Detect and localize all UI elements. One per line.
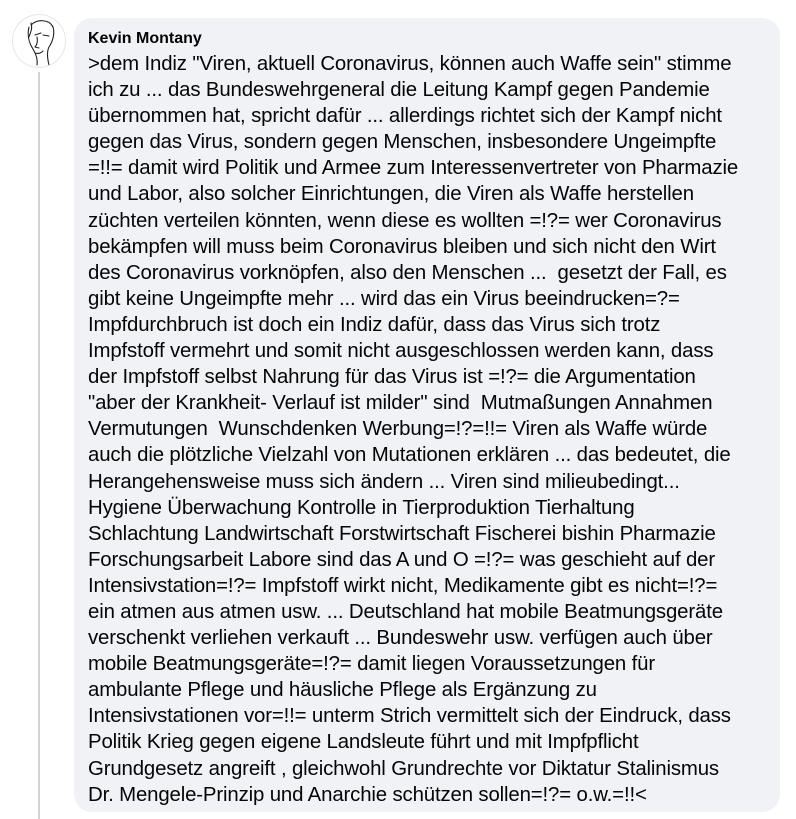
comment-bubble [74,18,780,812]
comment-text-line: verschenkt verliehen verkauft ... Bundeswehr usw. verfügen auch über [88,627,713,650]
comment-text-line: Grundgesetz angreift , gleichwohl Grundrechte vor Diktatur Stalinismus [88,757,719,780]
comment-text-line: Forschungsarbeit Labore sind das A und O =!?= was geschieht auf der [88,548,715,571]
comment-text-line: Impfstoff vermehrt und somit nicht ausgeschlossen werden kann, dass [88,340,714,363]
comment-text-line: "aber der Krankheit- Verlauf ist milder" sind Mutmaßungen Annahmen [88,392,713,415]
comment-text-line: und Labor, also solcher Einrichtungen, die Viren als Waffe herstellen [88,183,694,206]
comment-text-line: Hygiene Überwachung Kontrolle in Tierproduktion Tierhaltung [88,496,635,519]
profile-avatar[interactable] [12,14,66,68]
sketch-face-avatar-icon [13,15,65,67]
comment-text-line: gegen das Virus, sondern gegen Menschen, insbesondere Ungeimpfte [88,131,717,154]
comment-text-line: bekämpfen will muss beim Coronavirus bleiben und sich nicht den Wirt [88,235,716,258]
comment-text-line: Schlachtung Landwirtschaft Forstwirtschaft Fischerei bishin Pharmazie [88,522,716,545]
comment-text-line: ambulante Pflege und häusliche Pflege als Ergänzung zu [88,679,597,702]
comment-text-line: des Coronavirus vorknöpfen, also den Menschen ... gesetzt der Fall, es [88,261,727,284]
comment-text-line: züchten verteilen könnten, wenn diese es wollten =!?= wer Coronavirus [88,209,722,232]
comment-text-line: mobile Beatmungsgeräte=!?= damit liegen Voraussetzungen für [88,653,655,676]
comment-text-line: ich zu ... das Bundeswehrgeneral die Leitung Kampf gegen Pandemie [88,79,710,102]
comment-text-line: ein atmen aus atmen usw. ... Deutschland hat mobile Beatmungsgeräte [88,600,723,623]
comment-text-line: Dr. Mengele-Prinzip und Anarchie schützen sollen=!?= o.w.=!!< [88,783,647,806]
comment-text-line: übernommen hat, spricht dafür ... allerdings richtet sich der Kampf nicht [88,105,722,128]
comment-text-line: Vermutungen Wunschdenken Werbung=!?=!!= Viren als Waffe würde [88,418,708,441]
comment-text-line: der Impfstoff selbst Nahrung für das Virus ist =!?= die Argumentation [88,366,696,389]
comment-text-line: Intensivstationen vor=!!= unterm Strich vermittelt sich der Eindruck, dass [88,705,731,728]
thread-connector-line [38,72,40,819]
comment-text-line: Herangehensweise muss sich ändern ... Viren sind milieubedingt... [88,470,680,493]
comment-text-line: Impfdurchbruch ist doch ein Indiz dafür, dass das Virus sich trotz [88,313,661,336]
comment-body-text [88,51,766,808]
comment-text-line: =!!= damit wird Politik und Armee zum Interessenvertreter von Pharmazie [88,157,739,180]
comment-text-line: gibt keine Ungeimpfte mehr ... wird das ein Virus beeindrucken=?= [88,287,680,310]
comment-text-line: >dem Indiz "Viren, aktuell Coronavirus, können auch Waffe sein" stimme [88,53,732,75]
comment-text-line: Politik Krieg gegen eigene Landsleute führt und mit Impfpflicht [88,731,639,754]
comment-text-line: Intensivstation=!?= Impfstoff wirkt nicht, Medikamente gibt es nicht=!?= [88,574,718,597]
comment-author-name[interactable]: Kevin Montany [88,30,202,47]
comment-text-line: auch die plötzliche Vielzahl von Mutationen erklären ... das bedeutet, die [88,444,731,467]
